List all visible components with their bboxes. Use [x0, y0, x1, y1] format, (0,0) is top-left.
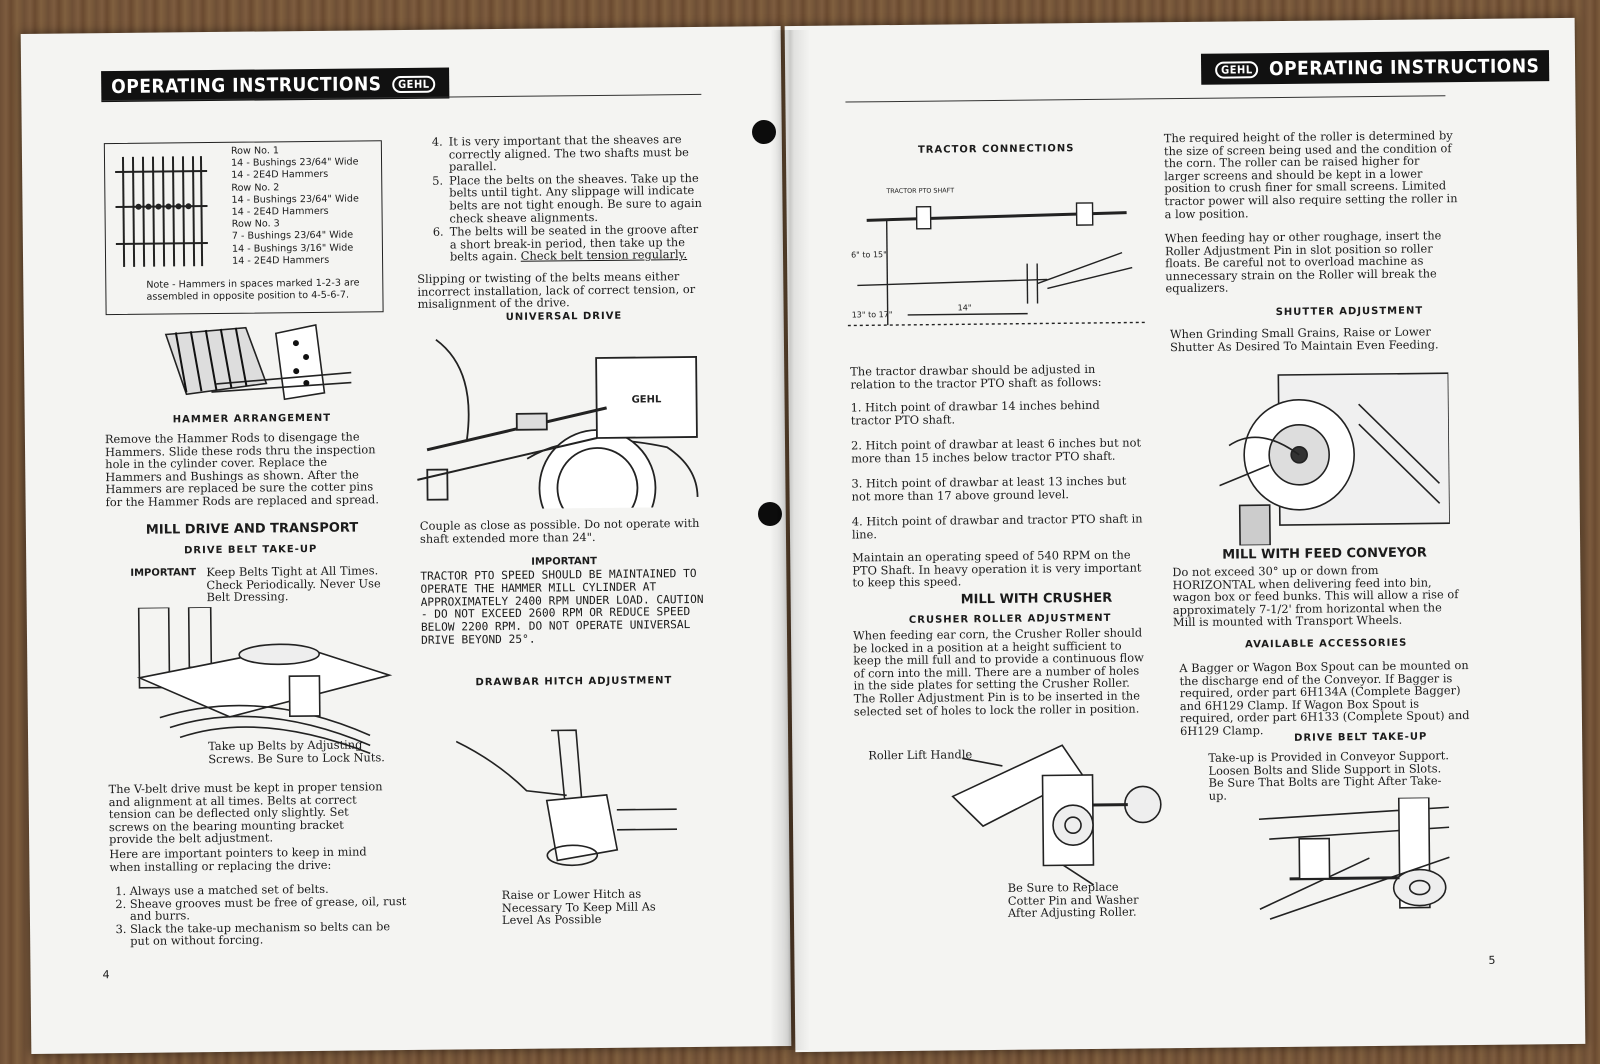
row-2-item: 14 - 2E4D Hammers [231, 205, 329, 218]
shutter-text: When Grinding Small Grains, Raise or Lower Shutter As Desired To Maintain Even Feeding. [1169, 324, 1439, 354]
couple-paragraph: Couple as close as possible. Do not operate with shaft extended more than 24". [419, 515, 700, 546]
hammer-rows-illustration [113, 151, 210, 272]
hammer-rows-list [231, 144, 360, 267]
row-1-label: Row No. 1 [230, 145, 280, 157]
tractor-intro: The tractor drawbar should be adjusted in relation to the tractor PTO shaft as follows: [850, 361, 1102, 392]
right-header-banner [1201, 50, 1550, 85]
vbelt-paragraph: The V-belt drive must be kept in proper tension and alignment at all times. Belts at correct tension can be deflected only slightly. Set screws on the bearing mounting bracket provide the belt adjustment. [108, 779, 383, 847]
list-number: 6. [432, 224, 444, 239]
gehl-decal-text: GEHL [631, 394, 662, 406]
book-spine-shadow [770, 30, 810, 1050]
crusher-roller-heading: CRUSHER ROLLER ADJUSTMENT [908, 612, 1112, 626]
important2-label: IMPORTANT [531, 556, 598, 568]
list-item [432, 133, 704, 174]
hammer-specs-box [104, 140, 384, 315]
drive-belt-takeup-heading: DRIVE BELT TAKE-UP [184, 543, 318, 557]
belt-takeup-illustration [119, 605, 401, 758]
list-number: 5. [432, 173, 444, 188]
hammer-arrangement-text: Remove the Hammer Rods to disengage the Hammers. Slide these rods thru the inspection hole in the cylinder cover. Replace the Hammers and Bushings as shown. After the Hammers are replaced be sure the cotter pins for the Hammer Rods are replaced and spread. [104, 429, 380, 510]
available-accessories-heading: AVAILABLE ACCESSORIES [1245, 637, 1408, 651]
left-header-title: OPERATING INSTRUCTIONS [111, 73, 382, 99]
dimension-label: 6" to 15" [851, 250, 887, 260]
hammer-note: Note - Hammers in spaces marked 1-2-3 are assembled in opposite position to 4-5-6-7. [146, 277, 360, 303]
drawbar-heading: DRAWBAR HITCH ADJUSTMENT [475, 675, 673, 689]
list-item: 1. Always use a matched set of belts. [130, 882, 410, 898]
list-text: Place the belts on the sheaves. Take up the belts until tight. Any slippage will indicate belts are not tight enough. Be sure to again check sheave alignments. [449, 170, 702, 226]
universal-drive-heading: UNIVERSAL DRIVE [505, 310, 623, 323]
list-item [433, 223, 705, 264]
list-item: 2. Sheave grooves must be free of grease, oil, rust and burrs. [130, 895, 410, 923]
list-text-main: The belts will be seated in the groove after a short break-in period, then take up the belts again. [449, 222, 699, 264]
conveyor-drive-belt-heading: DRIVE BELT TAKE-UP [1294, 731, 1428, 744]
mill-with-crusher-heading: MILL WITH CRUSHER [960, 590, 1113, 608]
drawbar-hitch-illustration [456, 699, 678, 881]
underlined-note: Check belt tension regularly. [520, 247, 688, 264]
shutter-adjustment-heading: SHUTTER ADJUSTMENT [1275, 305, 1424, 319]
hammer-arrangement-heading: HAMMER ARRANGEMENT [172, 412, 332, 426]
pto-shaft-label: TRACTOR PTO SHAFT [886, 186, 955, 196]
tractor-connections-heading: TRACTOR CONNECTIONS [917, 143, 1075, 156]
row-2-label: Row No. 2 [231, 181, 280, 194]
drive-pointers-list [110, 882, 411, 948]
list-number: 4. [431, 134, 443, 149]
drawbar-caption: Raise or Lower Hitch as Necessary To Keep Mill As Level As Possible [501, 886, 656, 928]
tractor-connection-diagram [846, 172, 1148, 335]
pto-speed-paragraph: Maintain an operating speed of 540 RPM on the PTO Shaft. In heavy operation it is very important to keep this speed. [852, 547, 1142, 590]
row-1-item: 14 - 2E4D Hammers [231, 169, 329, 182]
mill-with-feed-conveyor-heading: MILL WITH FEED CONVEYOR [1222, 545, 1427, 563]
hay-roughage-paragraph: When feeding hay or other roughage, insert the Roller Adjustment Pin in slot position so roller floats. Be careful not to overload machine as unnecessary strain on the Roller will break the equalizers. [1164, 228, 1442, 296]
crusher-roller-illustration [942, 734, 1164, 886]
list-item: 3. Slack the take-up mechanism so belts can be put on without forcing. [130, 920, 410, 948]
conveyor-text: Do not exceed 30° up or down from HORIZONTAL when delivering feed into bin, wagon box or feed bunks. This will allow a rise of approximately 7-1/2' from horizontal when the Mill is mounted with Transport Wheels. [1172, 562, 1459, 630]
dimension-label: 13" to 17" [851, 310, 893, 320]
row-3-item: 14 - Bushings 3/16" Wide [231, 242, 354, 255]
important-label: IMPORTANT [130, 567, 197, 579]
roller-height-paragraph: The required height of the roller is determined by the size of screen being used and the condition of the corn. The roller can be raised higher for larger screens and should be kept in a lower position to crush finer for small screens. Limited tractor power will also require setting the roller in a low position. [1163, 128, 1458, 221]
pointers-paragraph: Here are important pointers to keep in mind when installing or replacing the drive: [109, 844, 367, 874]
universal-drive-illustration [406, 327, 708, 510]
slipping-paragraph: Slipping or twisting of the belts means either incorrect installation, lack of correct tension, or misalignment of the drive. [417, 269, 696, 312]
row-3-label: Row No. 3 [231, 218, 280, 231]
crusher-paragraph: When feeding ear corn, the Crusher Roller should be locked in a position at a height sufficient to keep the mill full and to provide a continuous flow of corn into the mill. There are a number of holes in the side plates for setting the Crusher Roller. The Roller Adjustment Pin is to be inserted in the selected set of holes to lock the roller in position. [852, 625, 1144, 719]
mill-drive-heading: MILL DRIVE AND TRANSPORT [145, 520, 359, 538]
row-1-item: 14 - Bushings 23/64" Wide [230, 156, 359, 170]
belt-takeup-caption: Take up Belts by Adjusting Screws. Be Sure to Lock Nuts. [208, 737, 385, 766]
right-page-number: 5 [1488, 953, 1496, 967]
row-3-item: 14 - 2E4D Hammers [232, 254, 330, 267]
row-3-item: 7 - Bushings 23/64" Wide [231, 229, 354, 243]
hammer-arrangement-illustration [156, 323, 357, 413]
tractor-step-4: 4. Hitch point of drawbar and tractor PTO shaft in line. [851, 511, 1143, 542]
tractor-step-2: 2. Hitch point of drawbar at least 6 inches but not more than 15 inches below tractor PTO shaft. [850, 435, 1142, 466]
right-page [785, 18, 1586, 1052]
dimension-label: 14" [957, 303, 972, 313]
crusher-caption: Be Sure to Replace Cotter Pin and Washer After Adjusting Roller. [1007, 879, 1139, 921]
list-text: It is very important that the sheaves are correctly aligned. The two shafts must be parallel. [448, 132, 689, 174]
col2-list [432, 133, 705, 264]
important2-text: TRACTOR PTO SPEED SHOULD BE MAINTAINED TO OPERATE THE HAMMER MILL CYLINDER AT APPROXIMATELY 2400 RPM UNDER LOAD. CAUTION - DO NOT EXCEED 2600 RPM OR REDUCE SPEED BELOW 2200 RPM. DO NOT OPERATE UNIVERSAL DRIVE BEYOND 25°. [420, 566, 704, 647]
conveyor-takeup-text: Take-up is Provided in Conveyor Support. Loosen Bolts and Slide Support in Slots. Be Sure That Bolts are Tight After Take-up. [1208, 748, 1450, 803]
gehl-logo: GEHL [1215, 61, 1259, 78]
list-item [432, 172, 705, 225]
tractor-step-3: 3. Hitch point of drawbar at least 13 inches but not more than 17 above ground level. [851, 473, 1127, 504]
right-header-title: OPERATING INSTRUCTIONS [1268, 55, 1540, 81]
row-2-item: 14 - Bushings 23/64" Wide [231, 193, 359, 206]
accessories-text: A Bagger or Wagon Box Spout can be mounted on the discharge end of the Conveyor. If Bagger is required, order part 6H134A (Complete Bagger) and 6H129 Clamp. If Wagon Box Spout is required, order part 6H133 (Complete Spout) and 6H129 Clamp. [1179, 658, 1470, 739]
important-text: Keep Belts Tight at All Times. Check Periodically. Never Use Belt Dressing. [206, 563, 381, 605]
tractor-step-1: 1. Hitch point of drawbar 14 inches behind tractor PTO shaft. [850, 397, 1100, 428]
shutter-illustration [1218, 363, 1450, 545]
right-header-rule [845, 95, 1445, 102]
gehl-logo: GEHL [392, 76, 436, 93]
left-page [21, 26, 792, 1054]
conveyor-takeup-illustration [1249, 797, 1460, 929]
left-page-number: 4 [102, 968, 110, 982]
roller-lift-handle-label: Roller Lift Handle [868, 747, 973, 763]
list-text [450, 223, 706, 263]
